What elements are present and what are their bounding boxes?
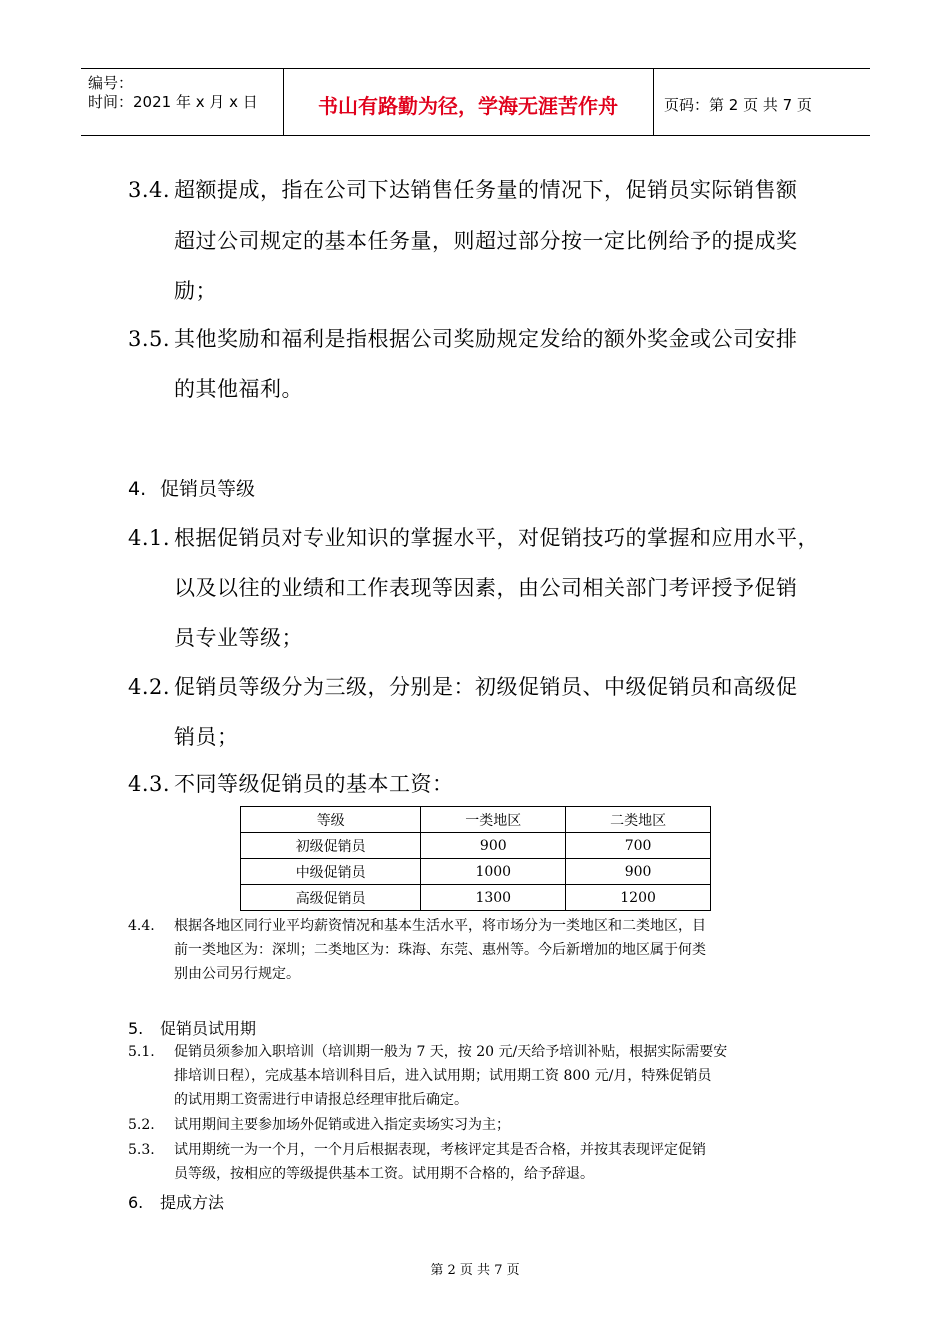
item-3-4 [128, 174, 798, 204]
item-line: 销员； [174, 725, 239, 749]
item-line: 超额提成，指在公司下达销售任务量的情况下，促销员实际销售额 [174, 178, 798, 202]
table-row [241, 859, 711, 885]
item-line: 促销员等级分为三级，分别是：初级促销员、中级促销员和高级促 [174, 675, 798, 699]
item-line: 促销员须参加入职培训（培训期一般为 7 天，按 20 元/天给予培训补贴，根据实际需要安 [174, 1044, 728, 1060]
table-cell: 高级促销员 [241, 885, 421, 911]
table-header-cell: 一类地区 [421, 807, 566, 833]
table-row [241, 885, 711, 911]
item-number: 3.5. [128, 327, 171, 351]
table-header-cell: 等级 [241, 807, 421, 833]
table-cell: 初级促销员 [241, 833, 421, 859]
table-cell: 1300 [421, 885, 566, 911]
item-number: 3.4. [128, 178, 171, 202]
item-line: 不同等级促销员的基本工资： [174, 772, 454, 796]
heading-number: 6. [128, 1193, 144, 1212]
item-line: 试用期间主要参加场外促销或进入指定卖场实习为主； [174, 1117, 510, 1133]
header-divider-right [653, 68, 654, 136]
item-number: 5.3. [128, 1142, 155, 1158]
item-line: 超过公司规定的基本任务量，则超过部分按一定比例给予的提成奖 [174, 229, 798, 253]
header-motto: 书山有路勤为径，学海无涯苦作舟 [318, 94, 618, 118]
table-cell: 900 [566, 859, 711, 885]
header-bottom-rule [81, 135, 870, 136]
item-3-5 [128, 323, 798, 353]
salary-table [240, 806, 711, 911]
table-header-cell: 二类地区 [566, 807, 711, 833]
serial-label: 编号： [88, 74, 134, 92]
heading-title: 促销员等级 [160, 478, 256, 500]
heading-title: 提成方法 [160, 1193, 225, 1212]
item-line: 励； [174, 279, 217, 303]
item-line: 别由公司另行规定。 [174, 966, 300, 982]
item-number: 5.1. [128, 1044, 155, 1060]
item-line: 根据各地区同行业平均薪资情况和基本生活水平，将市场分为一类地区和二类地区，目 [174, 918, 706, 934]
item-5-3 [128, 1139, 706, 1161]
item-4-3 [128, 768, 454, 798]
item-number: 4.3. [128, 772, 171, 796]
item-line: 试用期统一为一个月，一个月后根据表现，考核评定其是否合格，并按其表现评定促销 [174, 1142, 706, 1158]
heading-number: 5. [128, 1019, 144, 1038]
item-number: 4.4. [128, 918, 155, 934]
item-4-1 [128, 522, 819, 552]
item-number: 4.1. [128, 526, 171, 550]
heading-number: 4. [128, 478, 147, 500]
item-line: 其他奖励和福利是指根据公司奖励规定发给的额外奖金或公司安排 [174, 327, 798, 351]
table-cell: 中级促销员 [241, 859, 421, 885]
item-line: 以及以往的业绩和工作表现等因素，由公司相关部门考评授予促销 [174, 576, 798, 600]
item-5-1 [128, 1041, 727, 1063]
item-number: 4.2. [128, 675, 171, 699]
item-line: 员等级，按相应的等级提供基本工资。试用期不合格的，给予辞退。 [174, 1166, 594, 1182]
heading-title: 促销员试用期 [160, 1019, 257, 1038]
item-4-4 [128, 915, 706, 937]
item-5-2 [128, 1114, 510, 1136]
section-heading-6 [128, 1190, 224, 1213]
item-line: 前一类地区为：深圳；二类地区为：珠海、东莞、惠州等。今后新增加的地区属于何类 [174, 942, 706, 958]
table-cell: 700 [566, 833, 711, 859]
table-cell: 1000 [421, 859, 566, 885]
item-line: 排培训日程），完成基本培训科目后，进入试用期；试用期工资 800 元/月，特殊促销员 [174, 1068, 712, 1084]
time-label: 时间：2021 年 x 月 x 日 [88, 93, 258, 111]
item-line: 的其他福利。 [174, 377, 303, 401]
table-cell: 900 [421, 833, 566, 859]
header-top-rule [81, 68, 870, 69]
section-heading-4 [128, 474, 255, 501]
item-4-2 [128, 671, 798, 701]
page-label: 页码：第 2 页 共 7 页 [664, 96, 812, 114]
section-heading-5 [128, 1016, 256, 1039]
table-cell: 1200 [566, 885, 711, 911]
table-row [241, 833, 711, 859]
page-footer: 第 2 页 共 7 页 [430, 1263, 520, 1278]
table-header-row [241, 807, 711, 833]
item-line: 的试用期工资需进行申请报总经理审批后确定。 [174, 1092, 468, 1108]
item-line: 根据促销员对专业知识的掌握水平，对促销技巧的掌握和应用水平， [174, 526, 819, 550]
item-line: 员专业等级； [174, 626, 303, 650]
item-number: 5.2. [128, 1117, 155, 1133]
